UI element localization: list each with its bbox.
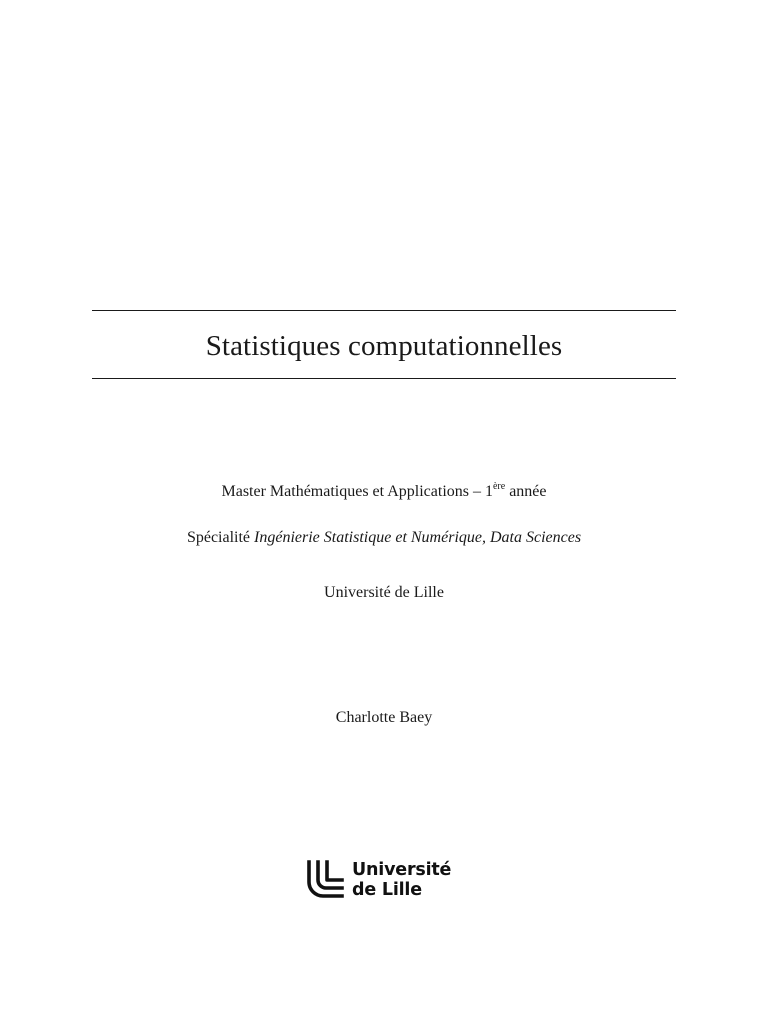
universite-de-lille-logo-icon (306, 860, 346, 900)
specialite-line (0, 527, 768, 549)
title-bottom-rule (92, 378, 676, 379)
logo-line-2: de Lille (352, 880, 422, 900)
document-title: Statistiques computationnelles (205, 330, 563, 362)
specialite-prefix: Spécialité (186, 529, 255, 546)
university-name: Université de Lille (324, 584, 444, 601)
specialite-name: Ingénierie Statistique et Numérique, Data Sciences (254, 529, 582, 546)
author-name: Charlotte Baey (335, 709, 433, 726)
program-superscript: ère (492, 480, 506, 492)
program-year-suffix: année (505, 483, 547, 500)
logo-line-1: Université (352, 860, 452, 880)
universite-de-lille-logo (306, 860, 466, 902)
program-line (0, 481, 768, 503)
title-top-rule (92, 310, 676, 311)
logo-wordmark (352, 860, 451, 900)
program-text: Master Mathématiques et Applications – 1 (221, 483, 493, 500)
